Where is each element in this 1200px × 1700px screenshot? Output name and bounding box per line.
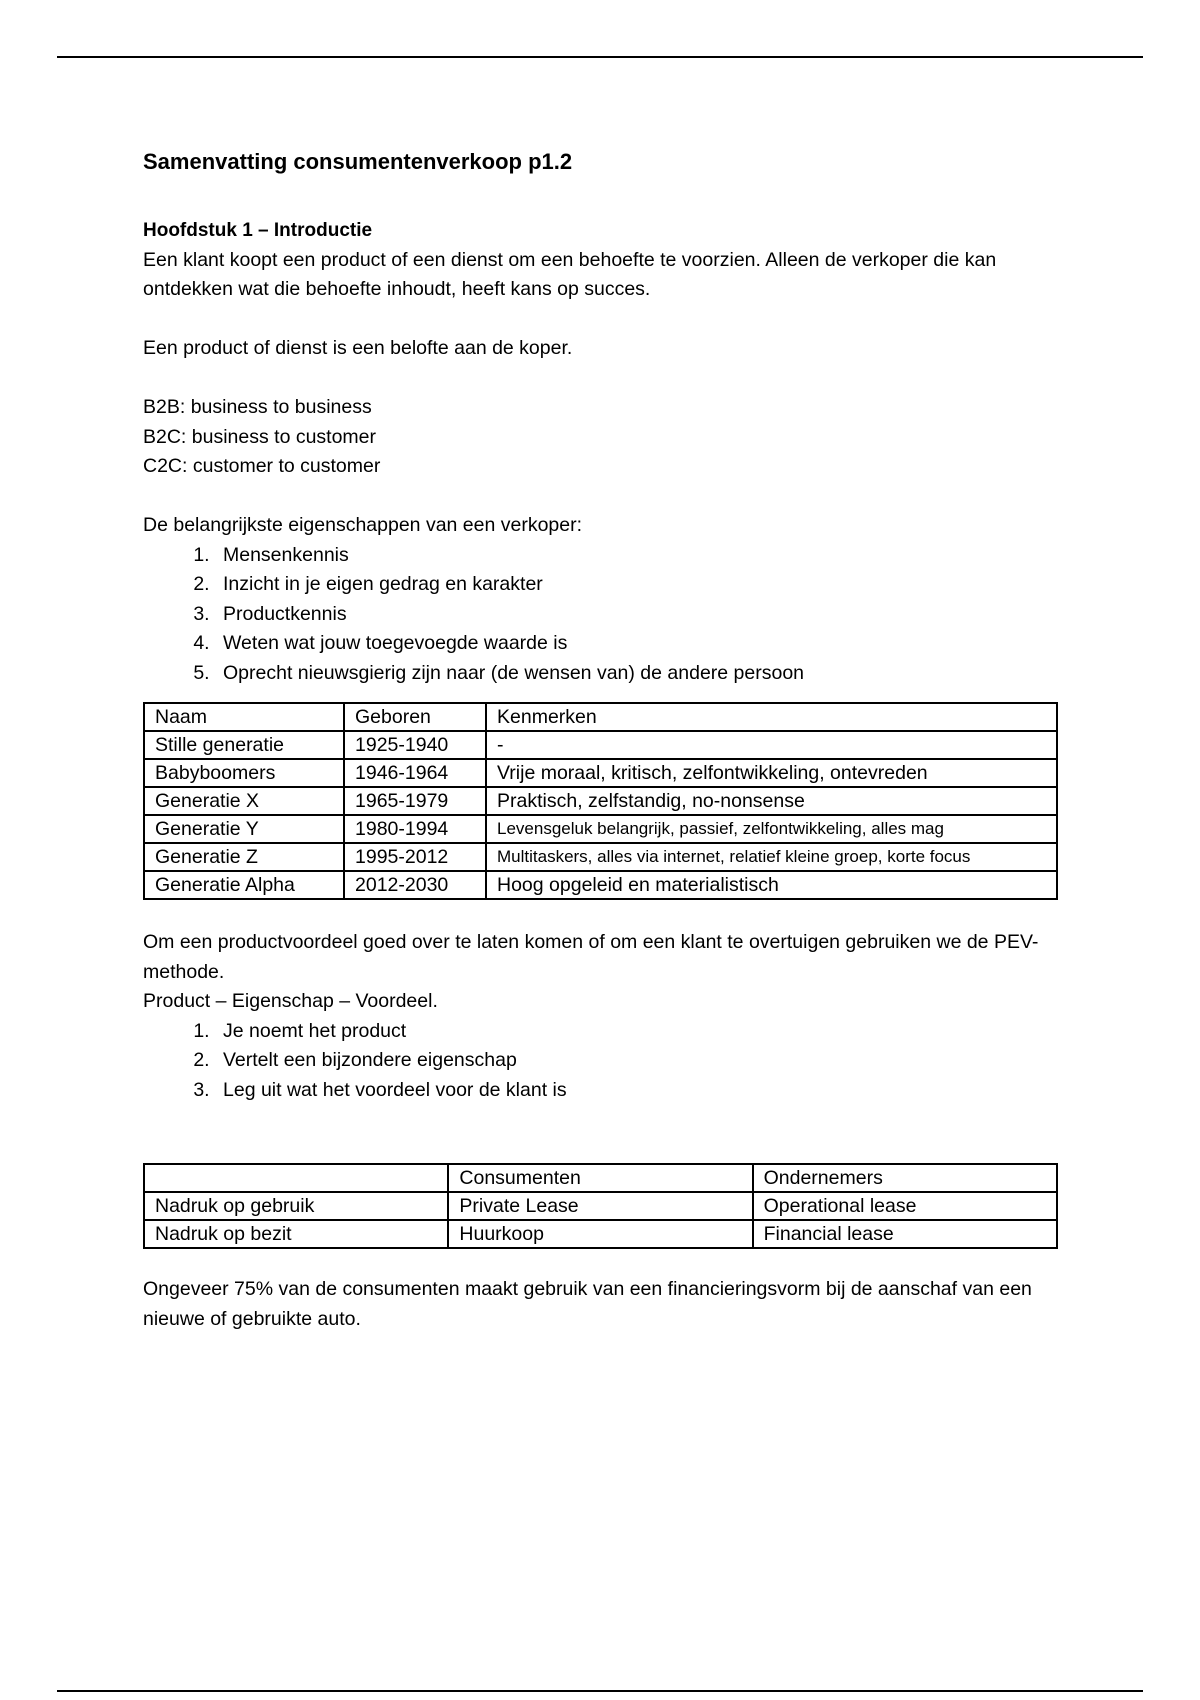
table-cell: Nadruk op bezit — [144, 1220, 448, 1248]
list-item: 1. Je noemt het product — [215, 1017, 1058, 1047]
pev-line: Product – Eigenschap – Voordeel. — [143, 990, 438, 1012]
list-item: 5. Oprecht nieuwsgierig zijn naar (de wensen van) de andere persoon — [215, 659, 1058, 689]
table-row — [144, 815, 1057, 843]
business-types-list — [143, 393, 1058, 482]
table-row — [144, 787, 1057, 815]
promise-paragraph: Een product of dienst is een belofte aan de koper. — [143, 337, 573, 359]
intro-paragraph: Een klant koopt een product of een dienst om een behoefte te voorzien. Alleen de verkoper die kan ontdekken wat die behoefte inhoudt, heeft kans op succes. — [143, 248, 997, 300]
table-cell: 1965-1979 — [344, 787, 486, 815]
business-type-line: B2C: business to customer — [143, 425, 377, 448]
table-row — [144, 731, 1057, 759]
table-cell: Private Lease — [448, 1192, 752, 1220]
table-header-cell: Consumenten — [448, 1164, 752, 1192]
table-cell: 1980-1994 — [344, 815, 486, 843]
table-header-cell: Geboren — [344, 703, 486, 731]
list-item: 1. Mensenkennis — [215, 541, 1058, 571]
table-header-cell: Kenmerken — [486, 703, 1057, 731]
traits-intro: De belangrijkste eigenschappen van een verkoper: — [143, 514, 583, 536]
table-cell: 2012-2030 — [344, 871, 486, 899]
table-cell: Generatie X — [144, 787, 344, 815]
table-cell: Multitaskers, alles via internet, relatief kleine groep, korte focus — [486, 843, 1057, 871]
table-header-cell: Naam — [144, 703, 344, 731]
table-cell: Generatie Alpha — [144, 871, 344, 899]
table-cell: Vrije moraal, kritisch, zelfontwikkeling, ontevreden — [486, 759, 1057, 787]
table-cell: Levensgeluk belangrijk, passief, zelfontwikkeling, alles mag — [486, 815, 1057, 843]
generations-table — [143, 702, 1058, 900]
table-row — [144, 843, 1057, 871]
table-row — [144, 1192, 1057, 1220]
table-header-cell: Ondernemers — [753, 1164, 1057, 1192]
table-header-row — [144, 703, 1057, 731]
table-cell: Stille generatie — [144, 731, 344, 759]
business-type-line: C2C: customer to customer — [143, 455, 381, 477]
table-cell: Praktisch, zelfstandig, no-nonsense — [486, 787, 1057, 815]
footer-rule — [57, 1690, 1143, 1692]
list-item: 3. Leg uit wat het voordeel voor de klant is — [215, 1076, 1058, 1106]
chapter-heading: Hoofdstuk 1 – Introductie — [143, 220, 373, 241]
table-cell: Operational lease — [753, 1192, 1057, 1220]
document-body — [143, 140, 1058, 1334]
traits-list — [143, 541, 1058, 689]
header-rule — [57, 56, 1143, 58]
list-item: 4. Weten wat jouw toegevoegde waarde is — [215, 629, 1058, 659]
table-row — [144, 1220, 1057, 1248]
table-cell: Financial lease — [753, 1220, 1057, 1248]
table-cell: 1946-1964 — [344, 759, 486, 787]
table-cell: Generatie Y — [144, 815, 344, 843]
list-item: 2. Inzicht in je eigen gedrag en karakter — [215, 570, 1058, 600]
business-type-line: B2B: business to business — [143, 396, 372, 418]
list-item: 2. Vertelt een bijzondere eigenschap — [215, 1046, 1058, 1076]
table-cell: 1925-1940 — [344, 731, 486, 759]
table-cell: Babyboomers — [144, 759, 344, 787]
table-cell: Generatie Z — [144, 843, 344, 871]
table-cell: Huurkoop — [448, 1220, 752, 1248]
table-cell: - — [486, 731, 1057, 759]
table-header-row — [144, 1164, 1057, 1192]
lease-table — [143, 1163, 1058, 1249]
list-item: 3. Productkennis — [215, 600, 1058, 630]
table-cell: 1995-2012 — [344, 843, 486, 871]
financing-paragraph: Ongeveer 75% van de consumenten maakt gebruik van een financieringsvorm bij de aanschaf van een nieuwe of gebruikte auto. — [143, 1278, 1032, 1330]
table-row — [144, 871, 1057, 899]
pev-steps-list — [143, 1017, 1058, 1106]
document-title: Samenvatting consumentenverkoop p1.2 — [143, 149, 573, 174]
table-header-cell — [144, 1164, 448, 1192]
table-row — [144, 759, 1057, 787]
table-cell: Nadruk op gebruik — [144, 1192, 448, 1220]
table-cell: Hoog opgeleid en materialistisch — [486, 871, 1057, 899]
pev-paragraph: Om een productvoordeel goed over te laten komen of om een klant te overtuigen gebruiken we de PEV-methode. — [143, 931, 1039, 983]
